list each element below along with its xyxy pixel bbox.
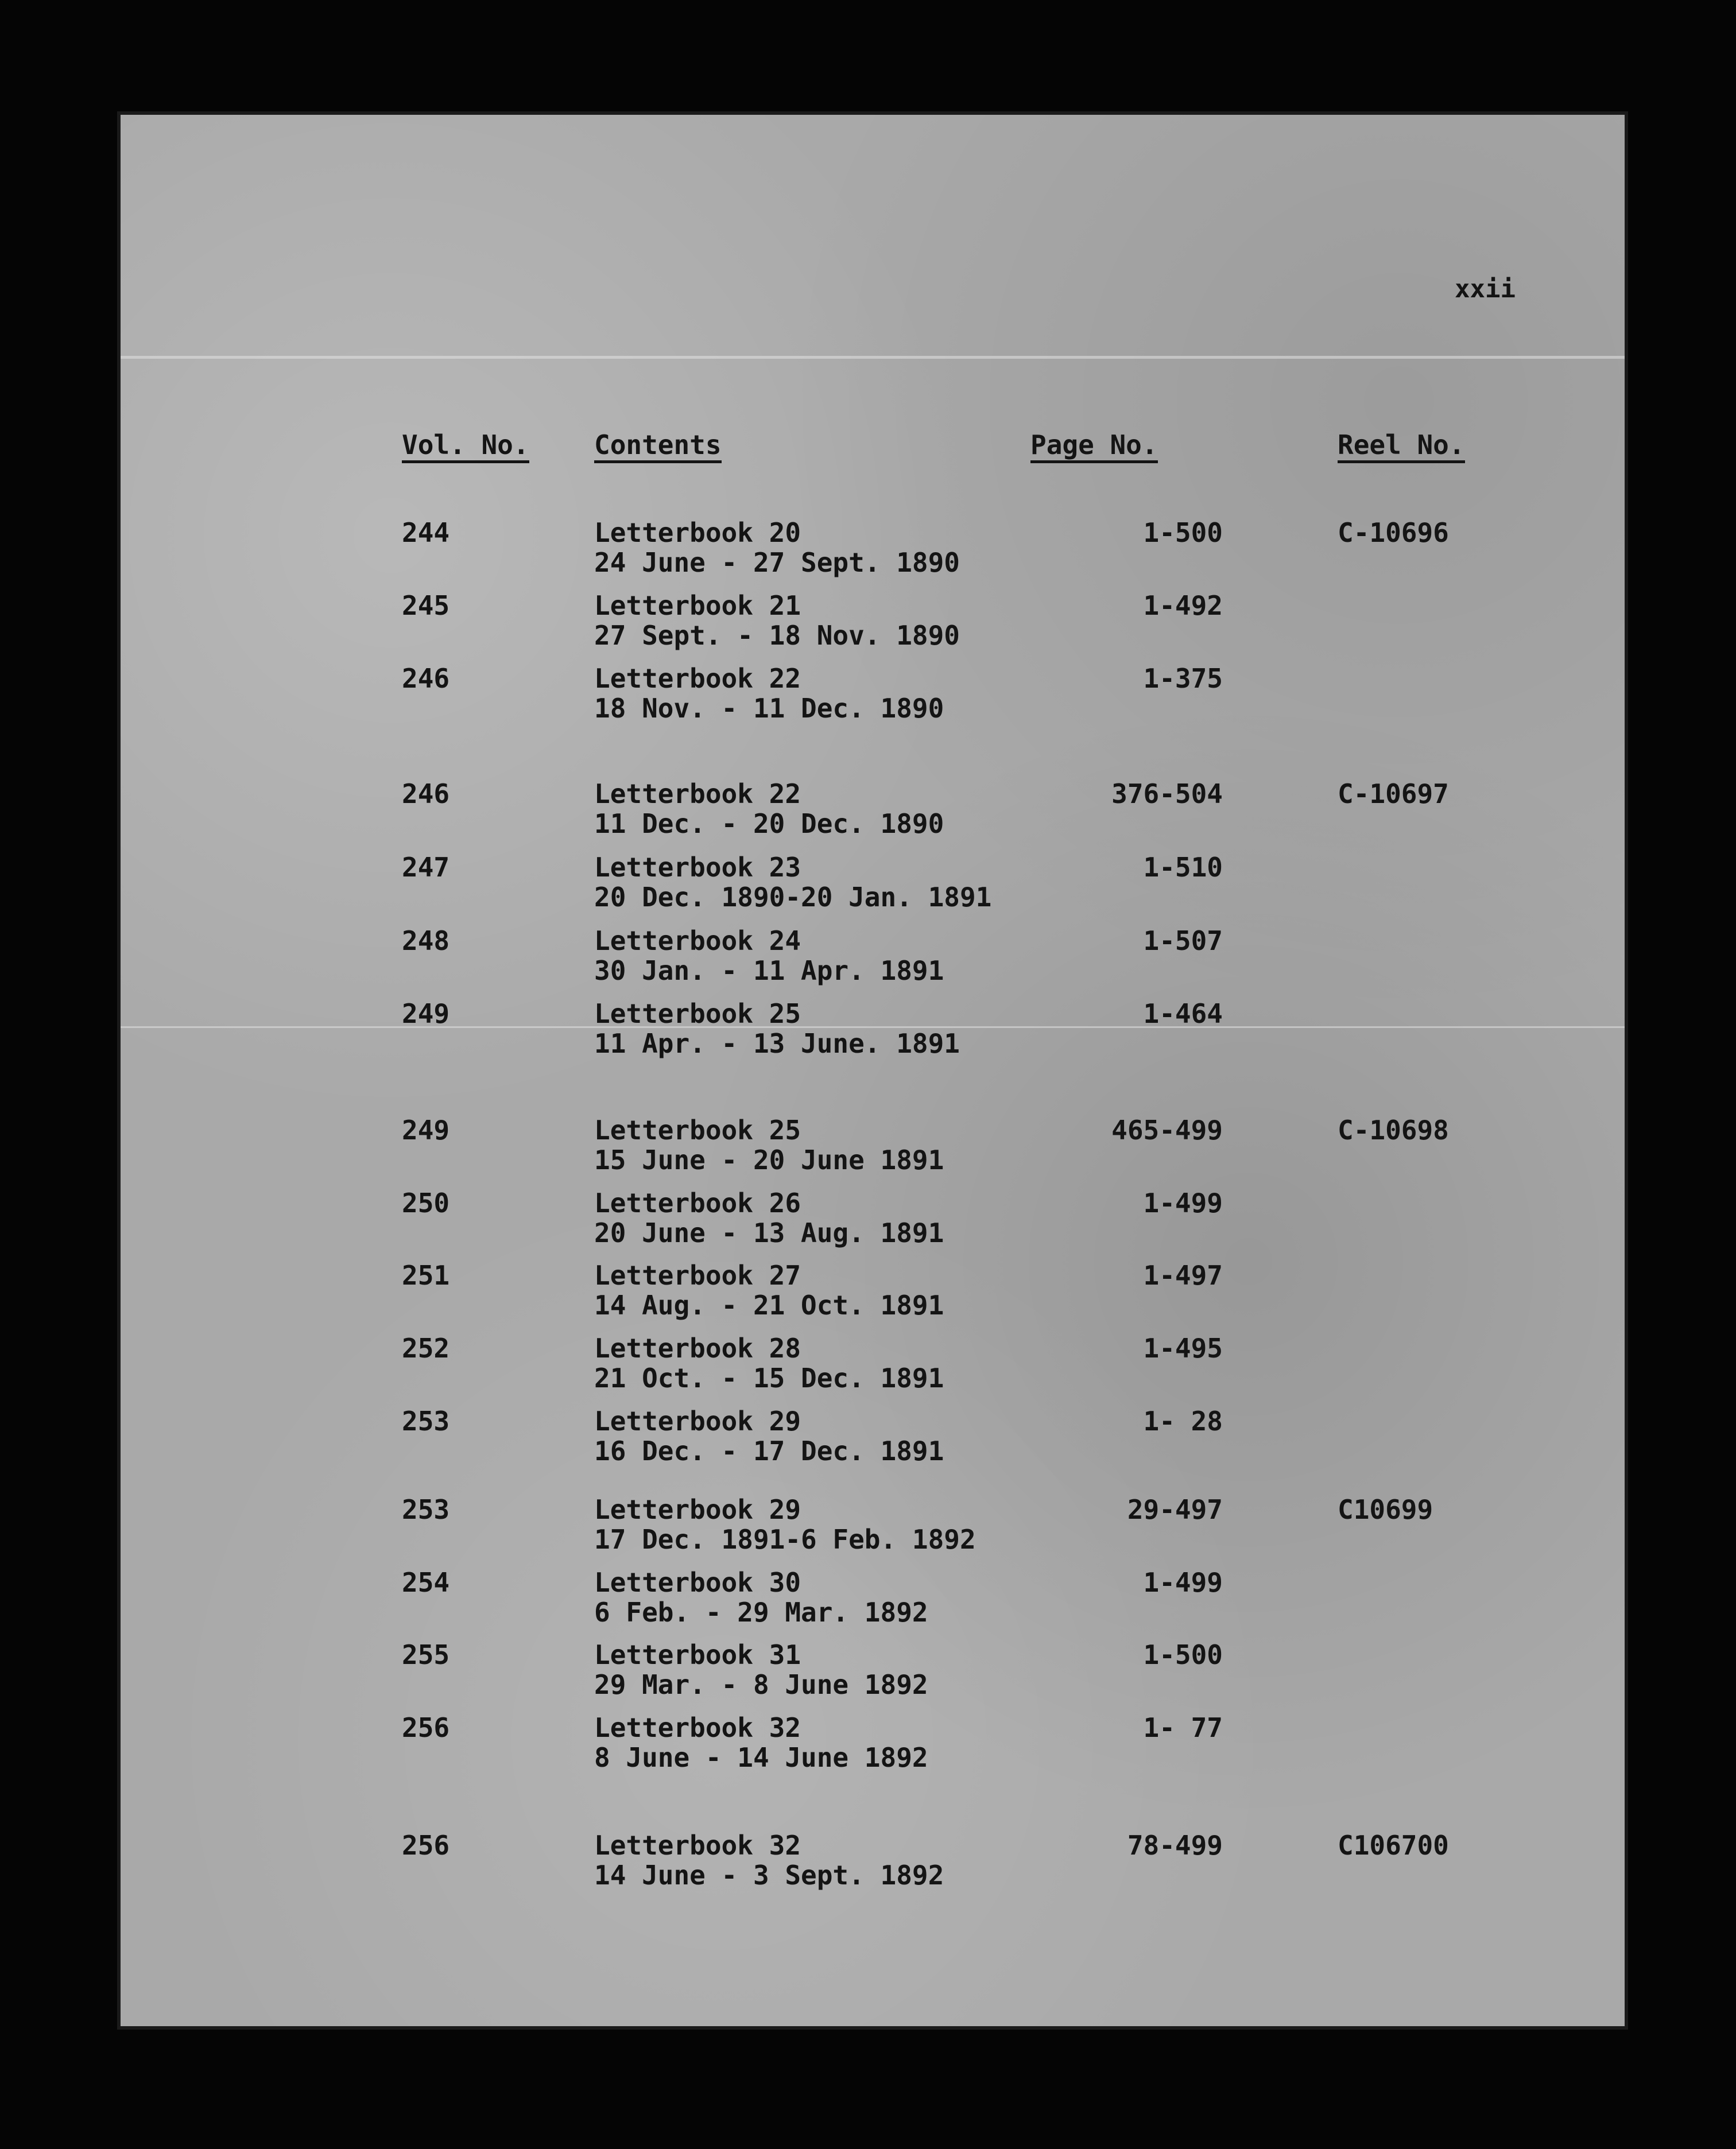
date-range: 14 Aug. - 21 Oct. 1891 xyxy=(594,1290,944,1321)
table-row xyxy=(121,1830,1625,1894)
page-range: 376-504 xyxy=(1111,778,1223,809)
page-range: 1-495 xyxy=(1143,1333,1223,1364)
contents-cell xyxy=(594,1188,944,1248)
letterbook-title: Letterbook 31 xyxy=(594,1639,801,1670)
page-range: 1-375 xyxy=(1143,663,1223,694)
letterbook-title: Letterbook 32 xyxy=(594,1830,801,1861)
date-range: 21 Oct. - 15 Dec. 1891 xyxy=(594,1363,944,1394)
contents-cell xyxy=(594,926,944,986)
date-range: 8 June - 14 June 1892 xyxy=(594,1742,928,1773)
page-range: 29-497 xyxy=(1127,1494,1223,1525)
contents-cell xyxy=(594,664,944,723)
table-row xyxy=(121,518,1625,581)
vol-number: 246 xyxy=(402,663,450,694)
reel-number: C-10697 xyxy=(1338,778,1449,809)
date-range: 6 Feb. - 29 Mar. 1892 xyxy=(594,1597,928,1628)
vol-number: 245 xyxy=(402,590,450,621)
contents-cell xyxy=(594,1406,944,1466)
reel-number: C-10698 xyxy=(1338,1115,1449,1146)
header-page-no: Page No. xyxy=(1030,429,1158,463)
table-row xyxy=(121,852,1625,916)
vol-number: 247 xyxy=(402,852,450,883)
table-row xyxy=(121,1640,1625,1703)
contents-cell xyxy=(594,1713,928,1772)
page-range: 1-464 xyxy=(1143,998,1223,1029)
page-range: 1-500 xyxy=(1143,1639,1223,1670)
table-row xyxy=(121,1333,1625,1397)
page-range: 1-497 xyxy=(1143,1260,1223,1291)
date-range: 20 Dec. 1890-20 Jan. 1891 xyxy=(594,882,992,913)
letterbook-title: Letterbook 32 xyxy=(594,1712,801,1743)
vol-number: 248 xyxy=(402,925,450,956)
vol-number: 252 xyxy=(402,1333,450,1364)
date-range: 14 June - 3 Sept. 1892 xyxy=(594,1860,944,1891)
contents-cell xyxy=(594,1495,976,1554)
vol-number: 255 xyxy=(402,1639,450,1670)
date-range: 11 Dec. - 20 Dec. 1890 xyxy=(594,808,944,839)
letterbook-title: Letterbook 22 xyxy=(594,663,801,694)
letterbook-title: Letterbook 25 xyxy=(594,1115,801,1146)
contents-cell xyxy=(594,779,944,839)
vol-number: 253 xyxy=(402,1494,450,1525)
page-range: 78-499 xyxy=(1127,1830,1223,1861)
letterbook-title: Letterbook 28 xyxy=(594,1333,801,1364)
letterbook-title: Letterbook 20 xyxy=(594,517,801,548)
vol-number: 250 xyxy=(402,1188,450,1219)
header-vol-no: Vol. No. xyxy=(402,429,529,463)
page-range: 1-499 xyxy=(1143,1567,1223,1598)
contents-cell xyxy=(594,591,960,650)
page-range: 1-510 xyxy=(1143,852,1223,883)
letterbook-title: Letterbook 27 xyxy=(594,1260,801,1291)
page-range: 1-507 xyxy=(1143,925,1223,956)
contents-cell xyxy=(594,1640,928,1700)
date-range: 15 June - 20 June 1891 xyxy=(594,1145,944,1176)
vol-number: 256 xyxy=(402,1712,450,1743)
table-row xyxy=(121,1188,1625,1251)
date-range: 11 Apr. - 13 June. 1891 xyxy=(594,1028,960,1059)
letterbook-title: Letterbook 29 xyxy=(594,1494,801,1525)
page-range: 1- 77 xyxy=(1143,1712,1223,1743)
vol-number: 244 xyxy=(402,517,450,548)
table-row xyxy=(121,1115,1625,1178)
fold-line xyxy=(121,356,1625,359)
contents-cell xyxy=(594,1333,944,1393)
letterbook-title: Letterbook 26 xyxy=(594,1188,801,1219)
vol-number: 249 xyxy=(402,998,450,1029)
contents-cell xyxy=(594,1830,944,1890)
contents-cell xyxy=(594,1115,944,1175)
contents-cell xyxy=(594,1260,944,1320)
date-range: 29 Mar. - 8 June 1892 xyxy=(594,1669,928,1700)
document-page xyxy=(121,115,1625,2026)
letterbook-title: Letterbook 21 xyxy=(594,590,801,621)
table-row xyxy=(121,926,1625,989)
page-range: 1- 28 xyxy=(1143,1406,1223,1437)
vol-number: 249 xyxy=(402,1115,450,1146)
contents-cell xyxy=(594,852,991,912)
table-row xyxy=(121,1713,1625,1776)
date-range: 16 Dec. - 17 Dec. 1891 xyxy=(594,1436,944,1467)
letterbook-title: Letterbook 30 xyxy=(594,1567,801,1598)
table-row xyxy=(121,1406,1625,1469)
letterbook-title: Letterbook 24 xyxy=(594,925,801,956)
header-contents: Contents xyxy=(594,429,722,463)
reel-number: C-10696 xyxy=(1338,517,1449,548)
date-range: 17 Dec. 1891-6 Feb. 1892 xyxy=(594,1524,976,1555)
page-range: 465-499 xyxy=(1111,1115,1223,1146)
table-row xyxy=(121,591,1625,654)
contents-cell xyxy=(594,518,960,577)
reel-number: C106700 xyxy=(1338,1830,1449,1861)
vol-number: 254 xyxy=(402,1567,450,1598)
contents-cell xyxy=(594,1568,928,1627)
letterbook-title: Letterbook 23 xyxy=(594,852,801,883)
letterbook-title: Letterbook 25 xyxy=(594,998,801,1029)
table-row xyxy=(121,1260,1625,1324)
date-range: 18 Nov. - 11 Dec. 1890 xyxy=(594,693,944,724)
date-range: 20 June - 13 Aug. 1891 xyxy=(594,1217,944,1248)
date-range: 30 Jan. - 11 Apr. 1891 xyxy=(594,955,944,986)
page-range: 1-492 xyxy=(1143,590,1223,621)
header-reel-no: Reel No. xyxy=(1338,429,1465,463)
table-row xyxy=(121,664,1625,727)
vol-number: 246 xyxy=(402,778,450,809)
vol-number: 251 xyxy=(402,1260,450,1291)
table-row xyxy=(121,779,1625,842)
page-number: xxii xyxy=(1455,274,1516,304)
table-row xyxy=(121,999,1625,1062)
page-range: 1-499 xyxy=(1143,1188,1223,1219)
date-range: 24 June - 27 Sept. 1890 xyxy=(594,547,960,578)
table-row xyxy=(121,1568,1625,1631)
page-range: 1-500 xyxy=(1143,517,1223,548)
letterbook-title: Letterbook 22 xyxy=(594,778,801,809)
date-range: 27 Sept. - 18 Nov. 1890 xyxy=(594,620,960,651)
contents-cell xyxy=(594,999,960,1058)
vol-number: 253 xyxy=(402,1406,450,1437)
vol-number: 256 xyxy=(402,1830,450,1861)
table-row xyxy=(121,1495,1625,1558)
reel-number: C10699 xyxy=(1338,1494,1433,1525)
letterbook-title: Letterbook 29 xyxy=(594,1406,801,1437)
